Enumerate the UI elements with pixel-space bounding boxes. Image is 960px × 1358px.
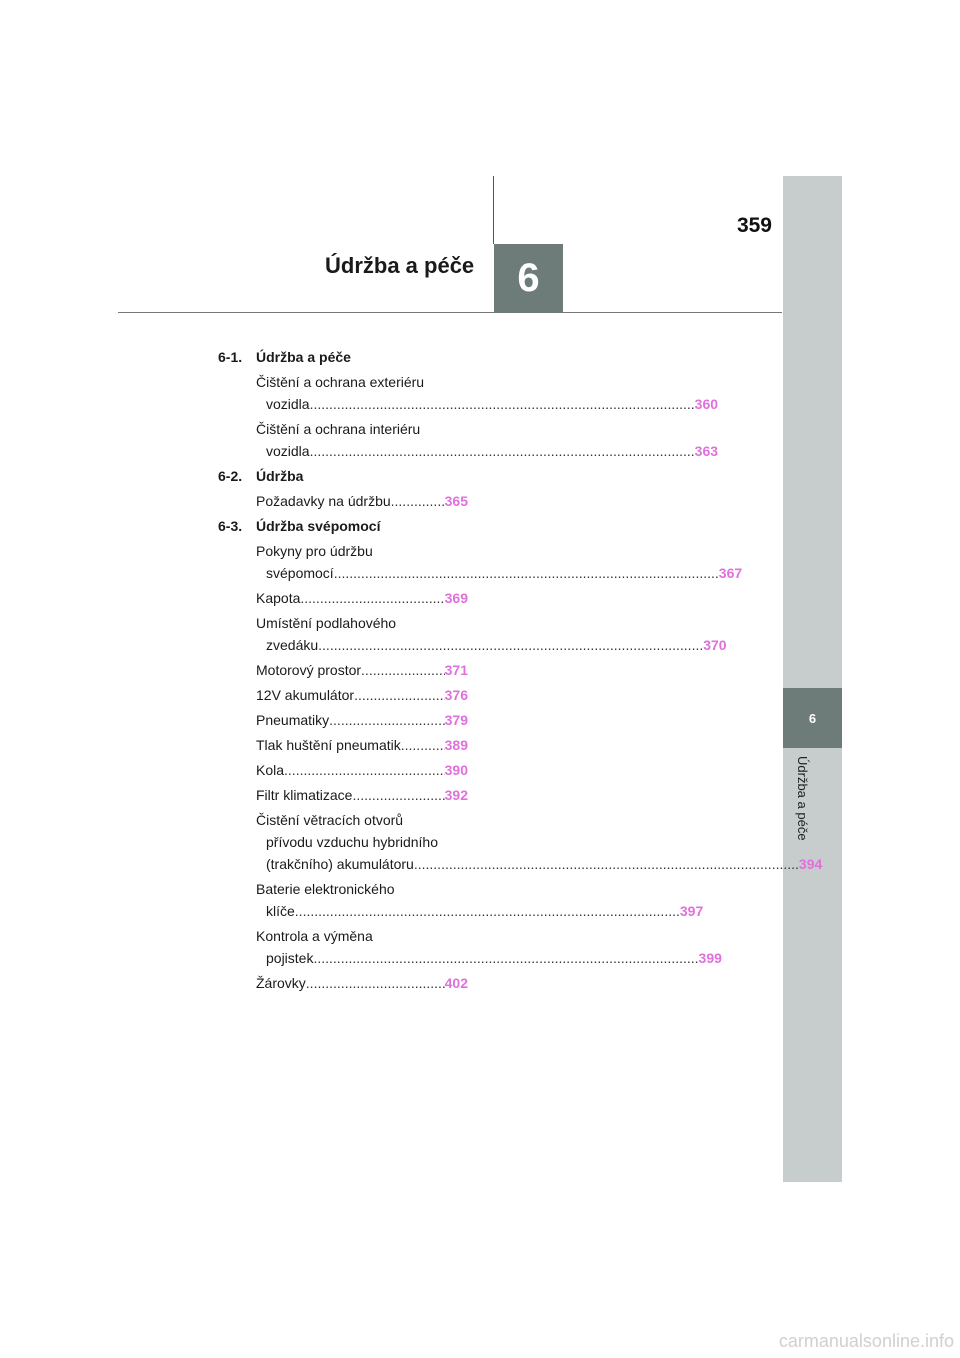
page-link[interactable]: 389 — [444, 737, 468, 753]
toc-item-label: Kola — [256, 762, 285, 778]
toc-item-label: Kapota — [256, 590, 301, 606]
toc-item[interactable] — [256, 972, 468, 994]
section-number: 6-2. — [218, 468, 243, 484]
watermark: carmanualsonline.info — [778, 1331, 954, 1351]
header-divider-vertical — [493, 176, 494, 244]
page-link[interactable]: 363 — [694, 443, 719, 459]
page-link[interactable]: 369 — [444, 590, 468, 606]
toc-item-label: pojistek — [266, 950, 314, 966]
section-title: Údržba a péče — [256, 349, 351, 365]
toc-item-label: Čištění a ochrana exteriéru — [256, 374, 425, 390]
toc-item-label: Umístění podlahového — [256, 615, 397, 631]
toc-item[interactable] — [256, 490, 468, 512]
toc-item-label: vozidla — [266, 396, 310, 412]
toc-item[interactable] — [256, 659, 468, 681]
toc-item-label: Kontrola a výměna — [256, 928, 373, 944]
toc-item-label: Žárovky — [256, 975, 306, 991]
toc-item[interactable] — [256, 540, 743, 584]
chapter-title: Údržba a péče — [325, 253, 475, 278]
page-link[interactable]: 397 — [679, 903, 704, 919]
toc-item-label: 12V akumulátor — [256, 687, 355, 703]
toc-item[interactable] — [256, 418, 719, 462]
toc-item-label: Tlak huštění pneumatik — [256, 737, 401, 753]
toc-item-label: Pokyny pro údržbu — [256, 543, 373, 559]
page-number: 359 — [736, 214, 772, 237]
section-title: Údržba — [256, 468, 304, 484]
section-number: 6-1. — [218, 349, 243, 365]
page-link[interactable]: 360 — [694, 396, 719, 412]
toc-item-label: Baterie elektronického — [256, 881, 395, 897]
toc-item[interactable] — [256, 878, 704, 922]
page-link[interactable]: 365 — [444, 493, 468, 509]
toc-item-label: zvedáku — [266, 637, 319, 653]
page-link[interactable]: 379 — [444, 712, 468, 728]
section-title: Údržba svépomocí — [256, 518, 381, 534]
toc-item[interactable] — [256, 784, 468, 806]
toc-item-label: Čištění a ochrana interiéru — [256, 421, 421, 437]
toc-section-6-3 — [218, 515, 468, 537]
header-divider-horizontal — [118, 312, 782, 313]
toc-item-label: Čistění větracích otvorů — [256, 812, 404, 828]
toc-item-label: svépomocí — [266, 565, 334, 581]
toc-item-label: klíče — [266, 903, 295, 919]
toc-item[interactable] — [256, 809, 823, 875]
toc-item-label: vozidla — [266, 443, 310, 459]
page-link[interactable]: 394 — [798, 856, 823, 872]
toc-item[interactable] — [256, 612, 727, 656]
toc-section-6-2 — [218, 465, 468, 487]
toc-item-label: Motorový prostor — [256, 662, 362, 678]
page-link[interactable]: 367 — [718, 565, 743, 581]
toc-item[interactable] — [256, 734, 468, 756]
side-tab-number[interactable]: 6 — [783, 688, 842, 748]
page-link[interactable]: 376 — [444, 687, 468, 703]
section-number: 6-3. — [218, 518, 243, 534]
toc-item[interactable] — [256, 587, 468, 609]
toc-item-label: Požadavky na údržbu — [256, 493, 391, 509]
page-link[interactable]: 392 — [444, 787, 468, 803]
table-of-contents — [218, 346, 823, 997]
page-link[interactable]: 371 — [444, 662, 468, 678]
toc-item[interactable] — [256, 709, 468, 731]
chapter-number-box: 6 — [494, 244, 563, 313]
toc-item-label: (trakčního) akumulátoru — [266, 856, 414, 872]
toc-item-label: přívodu vzduchu hybridního — [266, 834, 438, 850]
page-link[interactable]: 399 — [698, 950, 722, 966]
toc-item[interactable] — [256, 371, 719, 415]
toc-item-label: Pneumatiky — [256, 712, 330, 728]
toc-item-label: Filtr klimatizace — [256, 787, 353, 803]
page-link[interactable]: 370 — [703, 637, 727, 653]
side-strip — [783, 176, 842, 1182]
toc-item[interactable] — [256, 925, 722, 969]
page-link[interactable]: 390 — [444, 762, 468, 778]
toc-item[interactable] — [256, 759, 468, 781]
toc-item[interactable] — [256, 684, 468, 706]
side-tab-label: Údržba a péče — [795, 756, 810, 841]
toc-section-6-1 — [218, 346, 468, 368]
page-link[interactable]: 402 — [444, 975, 468, 991]
